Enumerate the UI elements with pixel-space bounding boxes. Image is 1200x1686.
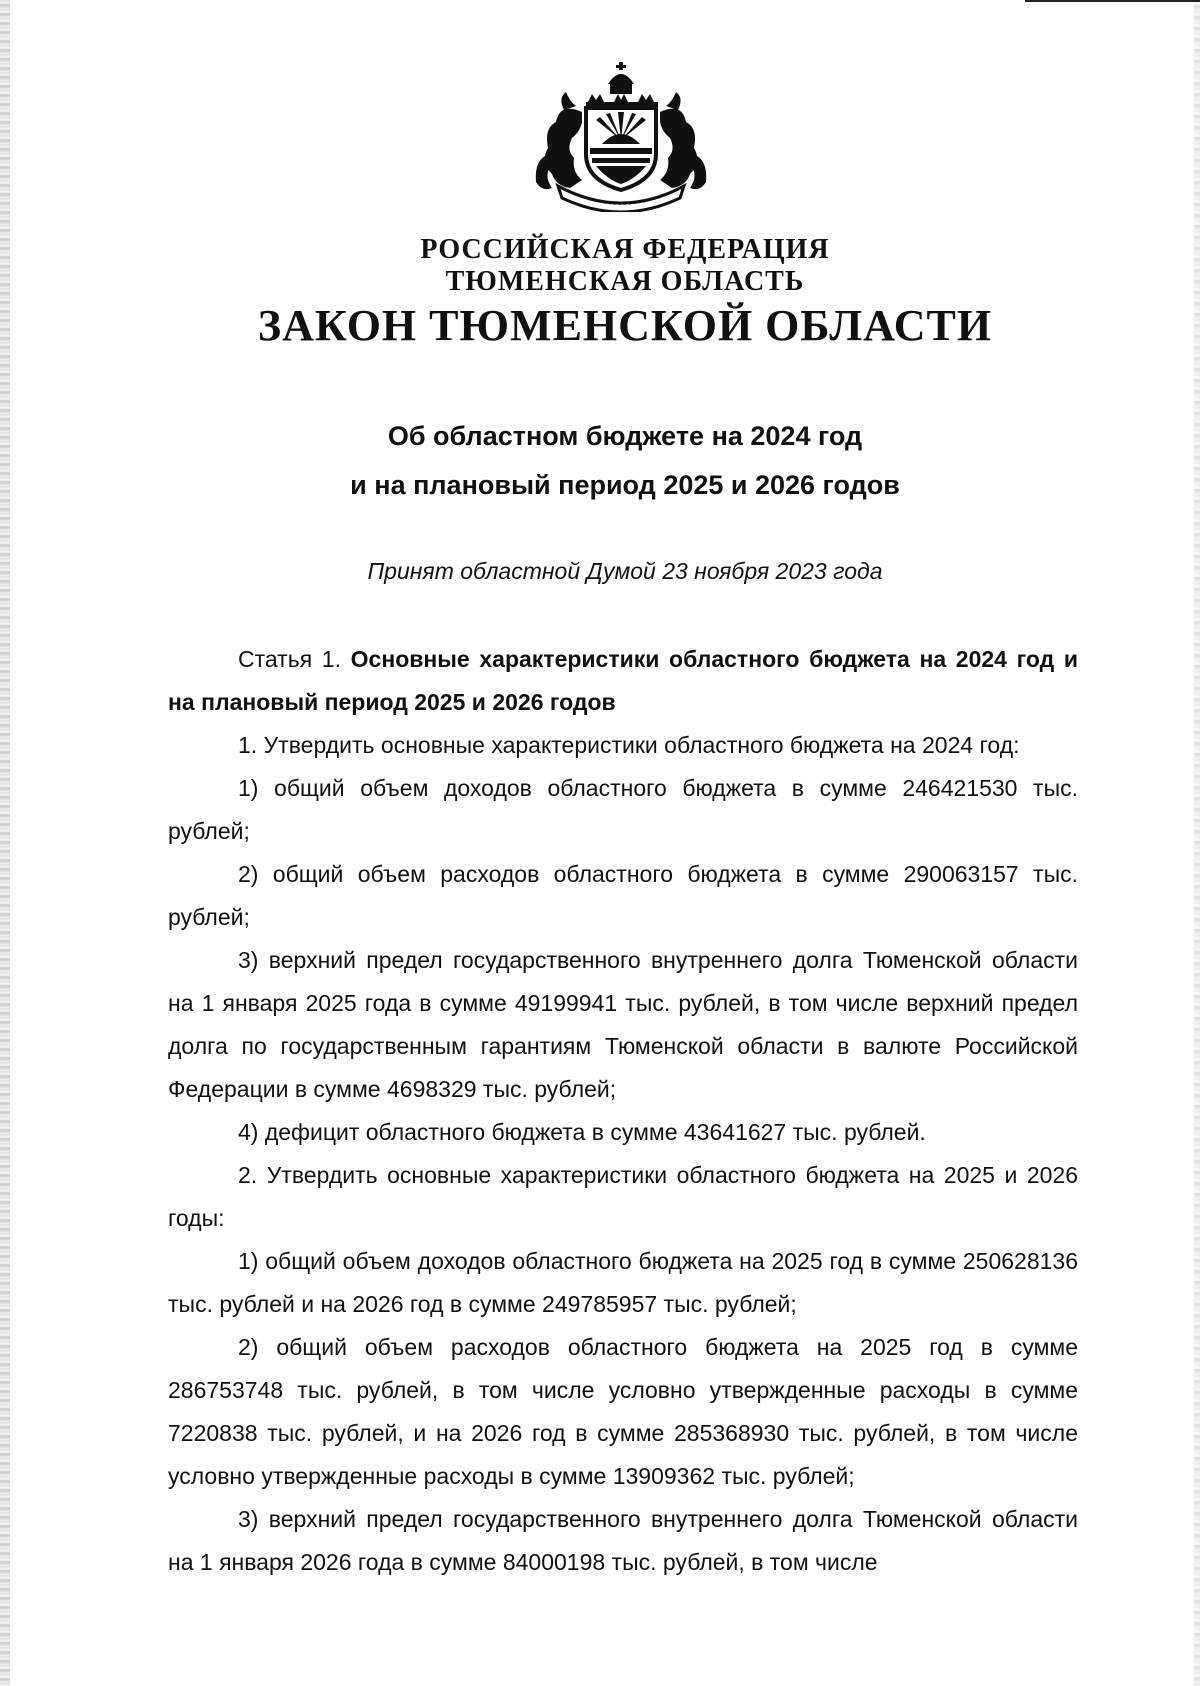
paragraph: 2) общий объем расходов областного бюджета в сумме 290063157 тыс. рублей; — [168, 861, 1078, 930]
country-heading: РОССИЙСКАЯ ФЕДЕРАЦИЯ — [420, 234, 830, 265]
article-title: Основные характеристики областного бюджета на 2024 год и на плановый период 2025 и 2026 годов — [168, 646, 1079, 715]
law-title-line-2: и на плановый период 2025 и 2026 годов — [350, 470, 900, 500]
scan-edge-top — [1025, 0, 1200, 2]
paragraph: 1. Утвердить основные характеристики областного бюджета на 2024 год: — [238, 732, 1020, 758]
adoption-note: Принят областной Думой 23 ноября 2023 года — [367, 558, 883, 584]
paragraph: 3) верхний предел государственного внутреннего долга Тюменской области на 1 января 2026 года в сумме 84000198 тыс. рублей, в том числе — [168, 1506, 1078, 1575]
paragraph: 1) общий объем доходов областного бюджета на 2025 год в сумме 250628136 тыс. рублей и на 2026 год в сумме 249785957 тыс. рублей; — [168, 1248, 1078, 1317]
article-body — [168, 638, 1078, 1584]
region-heading: ТЮМЕНСКАЯ ОБЛАСТЬ — [445, 266, 805, 297]
paragraph: 3) верхний предел государственного внутреннего долга Тюменской области на 1 января 2025 года в сумме 49199941 тыс. рублей, в том числе верхний предел долга по государственным гарантиям Тюменской области в валюте Российской Федерации в сумме 4698329 тыс. рублей; — [168, 947, 1078, 1102]
law-title-line-1: Об областном бюджете на 2024 год — [387, 421, 863, 451]
paragraph: 2) общий объем расходов областного бюджета на 2025 год в сумме 286753748 тыс. рублей, в том числе условно утвержденные расходы в сумме 7220838 тыс. рублей, и на 2026 год в сумме 285368930 тыс. рублей, в том числе условно утвержденные расходы в сумме 13909362 тыс. рублей; — [168, 1334, 1078, 1489]
article-1-heading — [168, 638, 1078, 724]
article-label: Статья 1. — [238, 646, 341, 672]
law-heading: ЗАКОН ТЮМЕНСКОЙ ОБЛАСТИ — [257, 301, 993, 350]
paragraph: 2. Утвердить основные характеристики областного бюджета на 2025 и 2026 годы: — [168, 1162, 1078, 1231]
paragraph: 4) дефицит областного бюджета в сумме 43641627 тыс. рублей. — [238, 1119, 926, 1145]
coat-of-arms-icon — [530, 62, 712, 212]
paragraph: 1) общий объем доходов областного бюджета в сумме 246421530 тыс. рублей; — [168, 775, 1078, 844]
